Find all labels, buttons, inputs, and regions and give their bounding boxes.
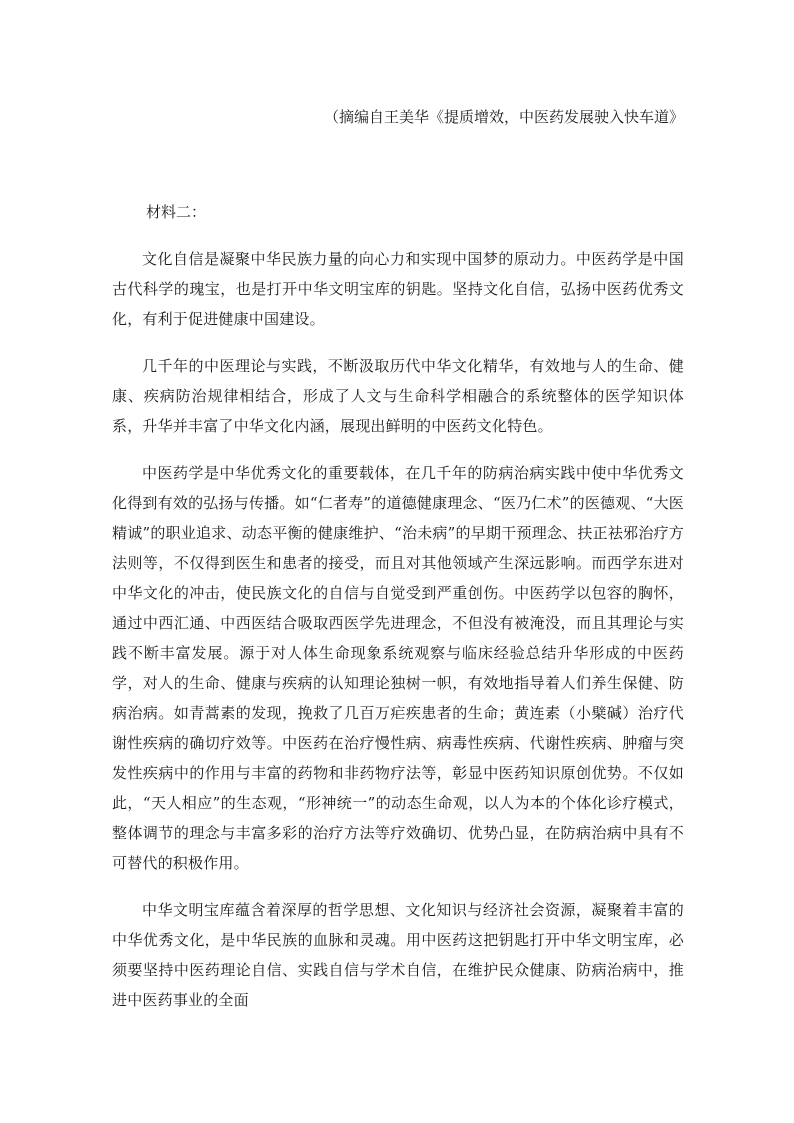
section-label: 材料二： [146,203,207,221]
source-citation: （摘编自王美华《提质增效，中医药发展驶入快车道》 [323,108,684,126]
body-text [112,244,684,1032]
paragraph-1: 文化自信是凝聚中华民族力量的向心力和实现中国梦的原动力。中医药学是中国古代科学的瑰宝，也是打开中华文明宝库的钥匙。坚持文化自信，弘扬中医药优秀文化，有利于促进健康中国建设。 [112,250,684,328]
paragraph-3: 中医药学是中华优秀文化的重要载体，在几千年的防病治病实践中使中华优秀文化得到有效的弘扬与传播。如“仁者寿”的道德健康理念、“医乃仁术”的医德观、“大医精诚”的职业追求、动态平衡的健康维护、“治未病”的早期干预理念、扶正祛邪治疗方法则等，不仅得到医生和患者的接受，而且对其他领域产生深远影响。而西学东进对中华文化的冲击，使民族文化的自信与自觉受到严重创伤。中医药学以包容的胸怀，通过中西汇通、中西医结合吸取西医学先进理念，不但没有被淹没，而且其理论与实践不断丰富发展。源于对人体生命现象系统观察与临床经验总结升华形成的中医药学，对人的生命、健康与疾病的认知理论独树一帜，有效地指导着人们养生保健、防病治病。如青蒿素的发现，挽救了几百万疟疾患者的生命；黄连素（小檗碱）治疗代谢性疾病的确切疗效等。中医药在治疗慢性病、病毒性疾病、代谢性疾病、肿瘤与突发性疾病中的作用与丰富的药物和非药物疗法等，彰显中医药知识原创优势。不仅如此，“天人相应”的生态观，“形神统一”的动态生命观，以人为本的个体化诊疗模式，整体调节的理念与丰富多彩的治疗方法等疗效确切、优势凸显，在防病治病中具有不可替代的积极作用。 [112,464,684,872]
paragraph-4: 中华文明宝库蕴含着深厚的哲学思想、文化知识与经济社会资源，凝聚着丰富的中华优秀文化，是中华民族的血脉和灵魂。用中医药这把钥匙打开中华文明宝库，必须要坚持中医药理论自信、实践自信与学术自信，在维护民众健康、防病治病中，推进中医药事业的全面 [112,901,684,1009]
paragraph-2: 几千年的中医理论与实践，不断汲取历代中华文化精华，有效地与人的生命、健康、疾病防治规律相结合，形成了人文与生命科学相融合的系统整体的医学知识体系，升华并丰富了中华文化内涵，展现出鲜明的中医药文化特色。 [112,357,684,435]
